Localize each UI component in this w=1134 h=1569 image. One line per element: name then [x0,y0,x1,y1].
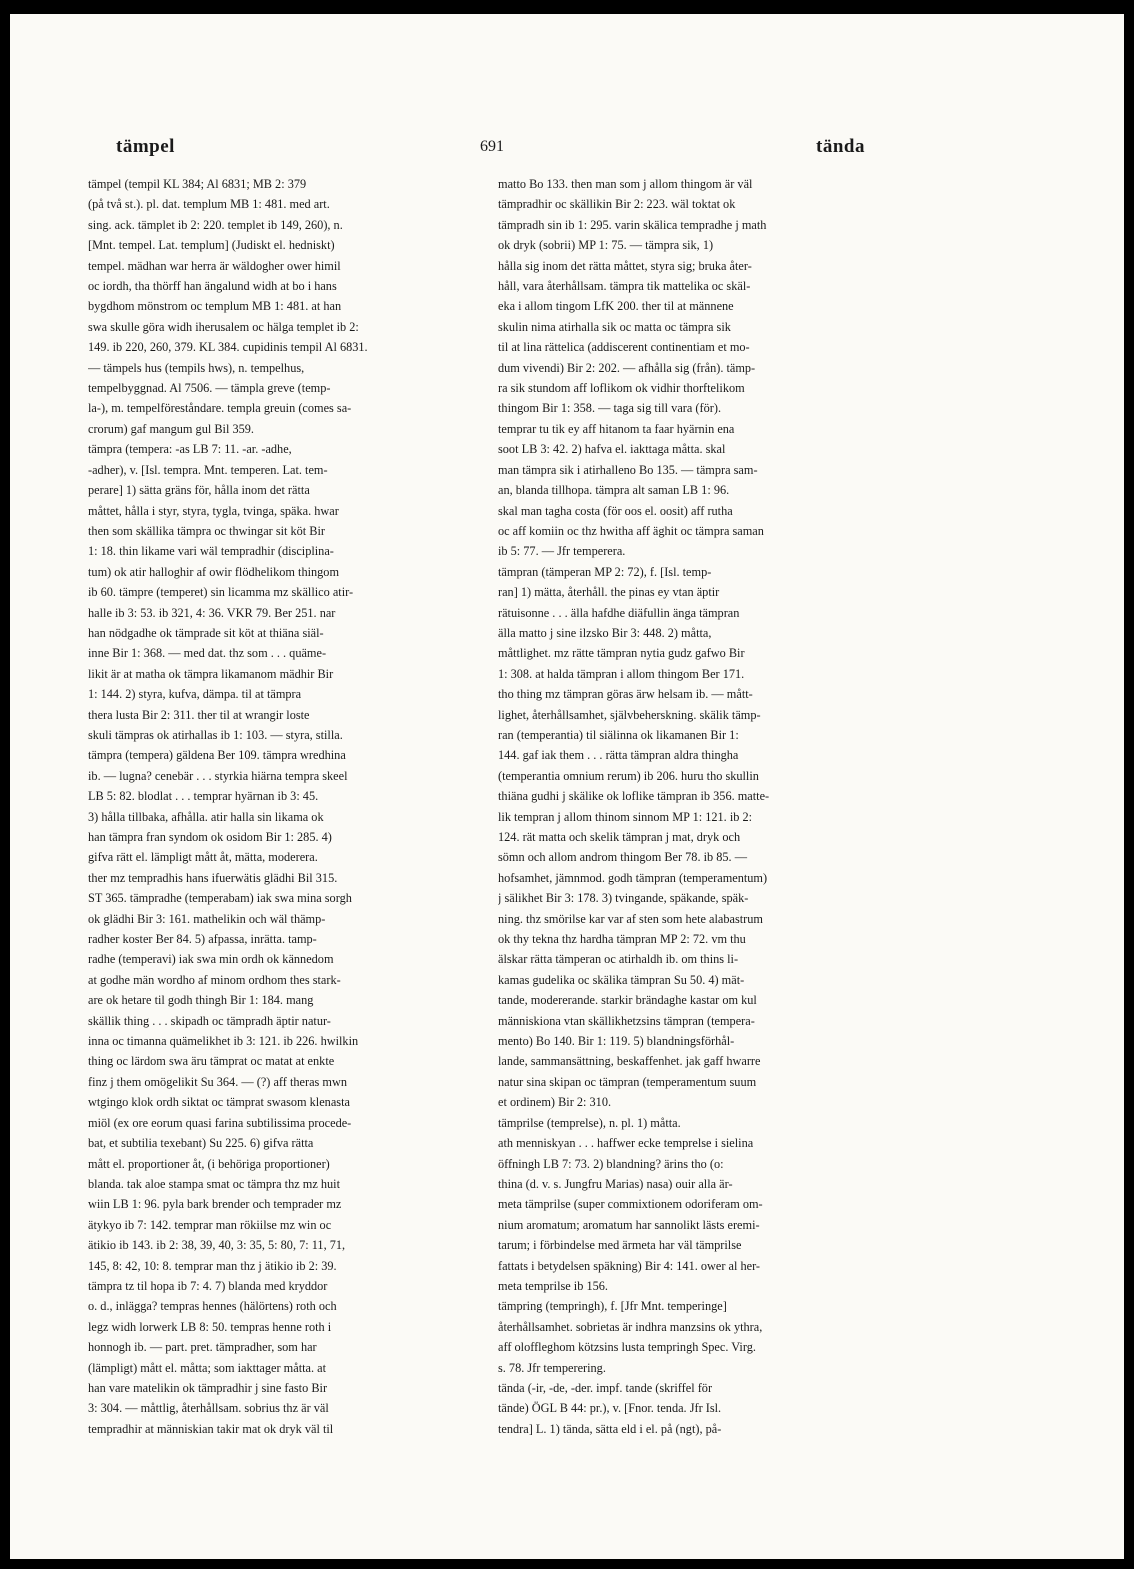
text-line: tämpradhir oc skällikin Bir 2: 223. wäl toktat ok [498,197,736,212]
text-line: tarum; i förbindelse med ärmeta har väl tämprilse [498,1238,742,1253]
text-line: mått el. proportioner åt, (i behöriga proportioner) [88,1156,330,1171]
text-line: eka i allom tingom LfK 200. ther til at männene [498,299,734,314]
text-line: -adher), v. [Isl. tempra. Mnt. temperen. Lat. tem- [88,462,328,477]
text-line: 3) hålla tillbaka, afhålla. atir halla sin likama ok [88,809,324,824]
text-line: ok dryk (sobrii) MP 1: 75. — tämpra sik, 1) [498,238,714,253]
text-line: skällik thing . . . skipadh oc tämpradh äptir natur- [88,1013,331,1028]
text-line: are ok hetare til godh thingh Bir 1: 184. mang [88,993,314,1008]
text-line: kamas gudelika oc skälika tämpran Su 50. 4) mät- [498,972,745,987]
text-line: perare] 1) sätta gräns för, hålla inom det rätta [88,483,310,498]
text-line: natur sina skipan oc tämpran (temperamentum suum [498,1074,757,1089]
text-line: sömn och allom androm thingom Ber 78. ib 85. — [498,850,747,865]
text-line: finz j them omögelikit Su 364. — (?) aff theras mwn [88,1074,347,1089]
text-line: dum vivendi) Bir 2: 202. — afhålla sig (från). tämp- [498,360,756,375]
text-line: människiona vtan skällikhetzsins tämpran (tempera- [498,1013,755,1028]
text-line: han vare matelikin ok tämpradhir j sine fasto Bir [88,1380,328,1395]
text-line: j sälikhet Bir 3: 178. 3) tvingande, späkande, späk- [498,891,749,906]
text-line: s. 78. Jfr temperering. [498,1360,606,1375]
text-line: bygdhom mönstrom oc templum MB 1: 481. at han [88,299,342,314]
text-line: tho thing mz tämpran göras ärw helsam ib. — mått- [498,687,753,702]
text-line: tämpran (tämperan MP 2: 72), f. [Isl. temp- [498,564,712,579]
text-line: måttet, hålla i styr, styra, tygla, tvinga, späka. hwar [88,503,339,518]
text-line: halle ib 3: 53. ib 321, 4: 36. VKR 79. Ber 251. nar [88,605,336,620]
text-line: ran (temperantia) til siälinna ok likamanen Bir 1: [498,727,739,742]
text-line: meta temprilse ib 156. [498,1278,608,1293]
text-line: 144. gaf iak them . . . rätta tämpran aldra thingha [498,748,739,763]
text-line: fattats i betydelsen späkning) Bir 4: 141. ower al her- [498,1258,761,1273]
text-line: han nödgadhe ok tämprade sit köt at thiäna siäl- [88,625,324,640]
text-line: ra sik stundom aff loflikom ok vidhir thorftelikom [498,381,745,396]
text-line: legz widh lorwerk LB 8: 50. tempras henne roth i [88,1319,332,1334]
text-line: skuli tämpras ok atirhallas ib 1: 103. — styra, stilla. [88,727,343,742]
right-running-headword: tända [816,136,865,157]
text-line: ib. — lugna? cenebär . . . styrkia hiärna tempra skeel [88,768,348,783]
text-line: ib 5: 77. — Jfr temperera. [498,544,626,559]
text-line: LB 5: 82. blodlat . . . temprar hyärnan ib 3: 45. [88,789,319,804]
text-line: hofsamhet, jämnmod. godh tämpran (temperamentum) [498,870,768,885]
text-line: wtgingo klok ordh siktat oc tämprat swasom klenasta [88,1095,350,1110]
text-line: temprar tu tik ey aff hitanom ta faar hyärnin ena [498,421,735,436]
text-line: tämpra tz til hopa ib 7: 4. 7) blanda med kryddor [88,1278,328,1293]
text-line: sing. ack. tämplet ib 2: 220. templet ib 149, 260), n. [88,217,343,232]
text-line: thingom Bir 1: 358. — taga sig till vara (för). [498,401,722,416]
text-line: 3: 304. — måttlig, återhållsam. sobrius thz är väl [88,1401,329,1416]
text-line: wiin LB 1: 96. pyla bark brender och temprader mz [88,1197,342,1212]
text-line: et ordinem) Bir 2: 310. [498,1095,612,1110]
text-line: ther mz tempradhis hans ifuerwätis glädhi Bil 315. [88,870,338,885]
text-line: thera lusta Bir 2: 311. ther til at wrangir loste [88,707,310,722]
text-line: inne Bir 1: 368. — med dat. thz som . . . quäme- [88,646,327,661]
text-line: håll, vara återhållsam. tämpra tik mattelika oc skäl- [498,279,751,294]
text-line: lik tempran j allom thinom sinnom MP 1: 121. ib 2: [498,809,753,824]
text-line: likit är at matha ok tämpra likamanom mädhir Bir [88,666,334,681]
page-number: 691 [480,138,504,155]
text-line: tempradhir at människian takir mat ok dryk väl til [88,1421,334,1436]
text-line: blanda. tak aloe stampa smat oc tämpra thz mz huit [88,1176,341,1191]
text-line: 1: 18. thin likame vari wäl tempradhir (disciplina- [88,544,334,559]
text-line: 1: 308. at halda tämpran i allom thingom Ber 171. [498,666,745,681]
text-line: 1: 144. 2) styra, kufva, dämpa. til at tämpra [88,687,302,702]
text-line: tämpring (tempringh), f. [Jfr Mnt. temperinge] [498,1299,727,1314]
text-line: älla matto j sine ilzsko Bir 3: 448. 2) måtta, [498,625,712,640]
text-line: radher koster Ber 84. 5) afpassa, inrätta. tamp- [88,932,317,947]
text-line: (temperantia omnium rerum) ib 206. huru tho skullin [498,768,759,783]
text-line: tempel. mädhan war herra är wäldogher ower himil [88,258,341,273]
page-header [10,136,1124,166]
text-line: tämpra (tempera) gäldena Ber 109. tämpra wredhina [88,748,346,763]
text-line: thing oc lärdom swa äru tämprat oc matat at enkte [88,1054,335,1069]
text-line: tända (-ir, -de, -der. impf. tande (skriffel för [498,1380,713,1395]
text-line: oc iordh, tha thörff han ängalund widh at bo i hans [88,279,337,294]
text-line: matto Bo 133. then man som j allom thingom är väl [498,177,753,191]
text-line: soot LB 3: 42. 2) hafva el. iakttaga måtta. skal [498,442,726,457]
text-line: rätuisonne . . . älla hafdhe diäfullin änga tämpran [498,605,740,620]
text-line: o. d., inlägga? tempras hennes (hälörtens) roth och [88,1299,337,1314]
text-line: an, blanda tillhopa. tämpra alt saman LB 1: 96. [498,483,730,498]
text-line: ning. thz smörilse kar var af sten som hete alabastrum [498,911,763,926]
text-line: ran] 1) mätta, återhåll. the pinas ey vtan äptir [498,585,720,600]
text-line: tempelbyggnad. Al 7506. — tämpla greve (temp- [88,381,331,396]
text-line: tämprilse (temprelse), n. pl. 1) måtta. [498,1115,681,1130]
text-line: mento) Bo 140. Bir 1: 119. 5) blandningsförhål- [498,1034,735,1049]
text-line: at godhe män wordho af minom ordhom thes stark- [88,972,341,987]
text-line: skulin nima atirhalla sik oc matta oc tämpra sik [498,319,731,334]
text-line: — tämpels hus (tempils hws), n. tempelhus, [88,360,305,375]
text-line: öffningh LB 7: 73. 2) blandning? ärins tho (o: [498,1156,724,1171]
text-line: tum) ok atir halloghir af owir flödhelikom thingom [88,564,340,579]
text-line: la-), m. tempelföreståndare. templa greuin (comes sa- [88,401,352,416]
text-line: ib 60. tämpre (temperet) sin licamma mz skällico atir- [88,585,354,600]
text-line: aff oloffleghom kötzsins lusta tempringh Spec. Virg. [498,1340,756,1355]
text-line: ätikio ib 143. ib 2: 38, 39, 40, 3: 35, 5: 80, 7: 11, 71, [88,1238,346,1253]
text-line: radhe (temperavi) iak swa min ordh ok kännedom [88,952,334,967]
text-line: ätykyo ib 7: 142. temprar man rökiilse mz win oc [88,1217,332,1232]
text-line: (lämpligt) mått el. måtta; som iakttager måtta. at [88,1360,327,1375]
text-line: [Mnt. tempel. Lat. templum] (Judiskt el. hedniskt) [88,238,335,253]
text-line: swa skulle göra widh iherusalem oc hälga templet ib 2: [88,319,359,334]
text-line: oc aff komiin oc thz hwitha aff äghit oc tämpra saman [498,523,764,538]
text-line: ST 365. tämpradhe (temperabam) iak swa mina sorgh [88,891,352,906]
text-line: meta tämprilse (super commixtionem odoriferam om- [498,1197,763,1212]
text-line: 149. ib 220, 260, 379. KL 384. cupidinis tempil Al 6831. [88,340,368,355]
text-line: 145, 8: 42, 10: 8. temprar man thz j ätikio ib 2: 39. [88,1258,337,1273]
text-line: ok glädhi Bir 3: 161. mathelikin och wäl thämp- [88,911,326,926]
text-line: hålla sig inom det rätta måttet, styra sig; bruka åter- [498,258,752,273]
left-text-column [88,174,473,1439]
text-line: inna oc timanna quämelikhet ib 3: 121. ib 226. hwilkin [88,1034,359,1049]
text-line: tämpra (tempera: -as LB 7: 11. -ar. -adhe, [88,442,292,457]
text-line: lighet, återhållsamhet, självbeherskning. skälik tämp- [498,707,761,722]
text-line: älskar rätta tämperan oc atirhaldh ib. om thins li- [498,952,739,967]
text-line: skal man tagha costa (för oos el. oosit) aff rutha [498,503,733,518]
text-line: til at lina rättelica (addiscerent continentiam et mo- [498,340,750,355]
text-line: tämpradh sin ib 1: 295. varin skälica tempradhe j math [498,217,767,232]
text-line: thina (d. v. s. Jungfru Marias) nasa) ouir alla är- [498,1176,733,1191]
text-line: han tämpra fran syndom ok osidom Bir 1: 285. 4) [88,830,332,844]
dictionary-page [10,14,1124,1559]
text-line: måttlighet. mz rätte tämpran nytia gudz gafwo Bir [498,646,745,661]
text-line: then som skällika tämpra oc thwingar sit köt Bir [88,523,326,538]
text-line: nium aromatum; aromatum har sannolikt lästs eremi- [498,1217,760,1232]
text-line: miöl (ex ore eorum quasi farina subtilissima procede- [88,1115,352,1130]
text-line: tände) ÖGL B 44: pr.), v. [Fnor. tenda. Jfr Isl. [498,1401,722,1416]
text-line: (på två st.). pl. dat. templum MB 1: 481. med art. [88,197,330,212]
text-line: honnogh ib. — part. pret. tämpradher, som har [88,1340,317,1355]
text-line: återhållsamhet. sobrietas är indhra manzsins ok ythra, [498,1319,763,1334]
left-running-headword: tämpel [116,136,175,157]
text-line: tande, modererande. starkir brändaghe kastar om kul [498,993,757,1008]
text-line: 124. rät matta och skelik tämpran j mat, dryk och [498,830,741,844]
text-line: gifva rätt el. lämpligt mått åt, mätta, moderera. [88,850,318,865]
text-line: lande, sammansättning, beskaffenhet. jak gaff hwarre [498,1054,761,1069]
text-line: thiäna gudhi j skälike ok loflike tämpran ib 356. matte- [498,789,770,804]
text-line: bat, et subtilia texebant) Su 225. 6) gifva rätta [88,1136,314,1151]
right-text-column [498,174,883,1439]
text-line: tendra] L. 1) tända, sätta eld i el. på (ngt), på- [498,1421,722,1436]
text-line: ok thy tekna thz hardha tämpran MP 2: 72. vm thu [498,932,746,947]
text-line: ath menniskyan . . . haffwer ecke temprelse i sielina [498,1136,754,1151]
text-line: tämpel (tempil KL 384; Al 6831; MB 2: 379 [88,177,307,191]
text-line: man tämpra sik i atirhalleno Bo 135. — tämpra sam- [498,462,758,477]
text-line: crorum) gaf mangum gul Bil 359. [88,421,254,436]
